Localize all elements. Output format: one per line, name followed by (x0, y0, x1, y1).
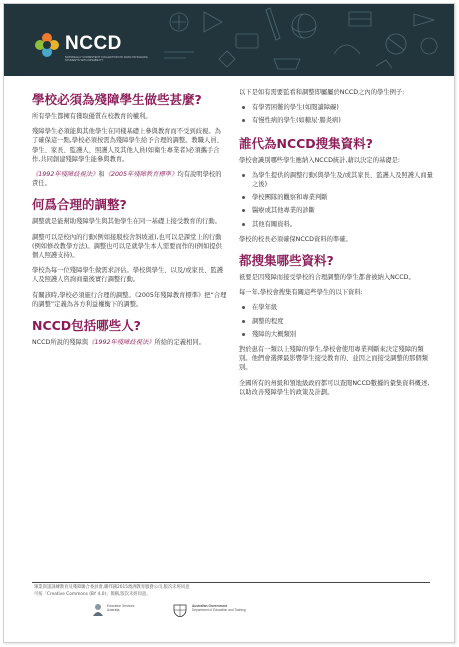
paragraph-tail: 均有說明學校的責任。 (32, 171, 222, 188)
footer-divider (32, 582, 430, 583)
header-banner (4, 4, 454, 76)
australian-government-logo (172, 601, 282, 623)
section-reasonable-adjustment (32, 197, 227, 309)
list-item: 在學年級 (239, 303, 435, 312)
data-collected-list (239, 303, 435, 339)
right-column (239, 88, 435, 406)
section-heading: NCCD包括哪些人? (32, 318, 141, 334)
paragraph: 調整就是能幫助殘障學生與其他學生在同一基礎上接受教育的行動。 (32, 218, 221, 226)
paragraph: 對於患有一類以上殘障的學生,學校會使用專業判斷來決定殘障的類別。他們會選擇最影響學生接受教育的、並因之而接受調整的那個類別。 (239, 346, 428, 372)
list-item: 學校團隊的觀察和專業判斷 (239, 193, 435, 202)
paragraph: 學校為每一位殘障學生做需求評估。學校與學生、以及/或家長、監護人及照護人咨詢商量後實行調整行動。 (32, 267, 224, 284)
section-heading: 誰代為NCCD搜集資料? (239, 135, 373, 151)
footer-line-2: 可按「Creative Commons (BY 4.0)」簡稱,版次未經同意。 (34, 592, 151, 597)
paragraph: 祇要是因殘障而接受學校的合理調整的學生都會被納入NCCD。 (239, 274, 415, 282)
paragraph: 每一年,學校會搜集有關這些學生的以下資料: (239, 289, 363, 297)
section-heading: 何爲合理的調整? (32, 197, 127, 213)
left-column (32, 92, 227, 356)
list-item: 為學生提供的調整行動(與學生及/或其家長、監護人及照護人商量之後) (239, 171, 435, 189)
paragraph: 全國所有的州級和領地級政府都可以查閱NCCD數據的彙集資料概述,以助改善殘障學生的政策及計劃。 (239, 379, 430, 396)
logo-tagline: NATIONALLY CONSISTENT COLLECTION OF DATA ON SCHOOL STUDENTS WITH DISABILITY (65, 56, 149, 62)
example-list (239, 103, 435, 125)
law-citation: 《2005年殘障教育標準》 (104, 171, 178, 179)
esa-logo (92, 601, 142, 623)
law-citation: 《1992年殘障歧視法》 (32, 171, 99, 179)
section-what-collected (239, 253, 435, 397)
footer-copyright (34, 584, 414, 598)
esa-logo-text: Education Services Australia (107, 604, 135, 613)
law-citation: 《1992年殘障歧視法》 (88, 339, 155, 347)
coat-of-arms-icon (172, 603, 188, 617)
list-item: 殘障的大概類別 (239, 330, 435, 339)
gov-department: Department of Education and Training (192, 608, 246, 613)
list-item: 醫療或其他專業的診斷 (239, 206, 435, 215)
section-who-collects (239, 136, 435, 244)
gov-logo-text (192, 604, 282, 612)
section-who-included (32, 318, 227, 347)
paragraph: 學校的校長必須確保NCCD資料的準確。 (239, 235, 352, 243)
esa-emblem-icon (92, 603, 104, 617)
paragraph: 以下是如有需要監看和調整即屬屬於NCCD之內的學生例子: (239, 89, 405, 96)
footer-line-1: 畢業與諸訓練教育及殘障聯合委員會,聯邦國2015澳洲教育服務公司,版次未經同意 (34, 585, 190, 590)
conjunction: 和 (98, 171, 105, 179)
document-page (3, 3, 455, 643)
gov-name: Australian Government (192, 604, 228, 608)
list-item: 有學習困難的學生(如閱讀障礙) (239, 103, 435, 112)
section-heading: 都搜集哪些資料? (239, 253, 334, 269)
paragraph: 殘障學生必須能與其他學生在同樣基礎上參與教育而不受到歧視。為了確保這一點,學校必須按需為殘障學生給予合理的調整。教職人員、學生、家長、監護人、照護人及其他人員(如衛生專業者)必須攜手合作,共同創建殘障學生能參與教育。 (32, 128, 223, 163)
list-item: 調整的程度 (239, 317, 435, 326)
list-item: 有慢性病的學生(如糖尿·腸炎病) (239, 116, 435, 125)
paragraph: 所有學生都擁有獲取優質在校教育的權利。 (32, 113, 152, 120)
logo-wordmark: NCCD (65, 33, 122, 54)
section-heading: 學校必須為殘障學生做些甚麼? (32, 92, 202, 107)
paragraph-lead: NCCD所說的殘障與 (32, 339, 89, 347)
paragraph (32, 338, 227, 347)
section-school-obligations (32, 92, 227, 188)
footer-logos (34, 601, 294, 623)
nccd-logo (34, 32, 154, 62)
paragraph: 有關該時,學校必須施行合理的調整。《2005年殘障教育標準》把“合理的調整”定義為各方利益權衡下的調整。 (32, 291, 227, 308)
list-item: 其他有關資料。 (239, 220, 435, 229)
paragraph-law-reference (32, 170, 227, 188)
nccd-flower-icon (34, 32, 60, 58)
paragraph-tail: 所給的定義相同。 (154, 339, 205, 347)
criteria-list (239, 171, 435, 229)
paragraph: 學校會識別哪些學生應納入NCCD統計,藉以決定的基礎是: (239, 156, 401, 164)
paragraph: 調整可以是校內的行動(例如接駁校舍斜坡道),也可以是課堂上的行動(例如修改教學方法)。調整也可以是就學生本人需要而作的(例如提供個人照護支持)。 (32, 233, 222, 260)
